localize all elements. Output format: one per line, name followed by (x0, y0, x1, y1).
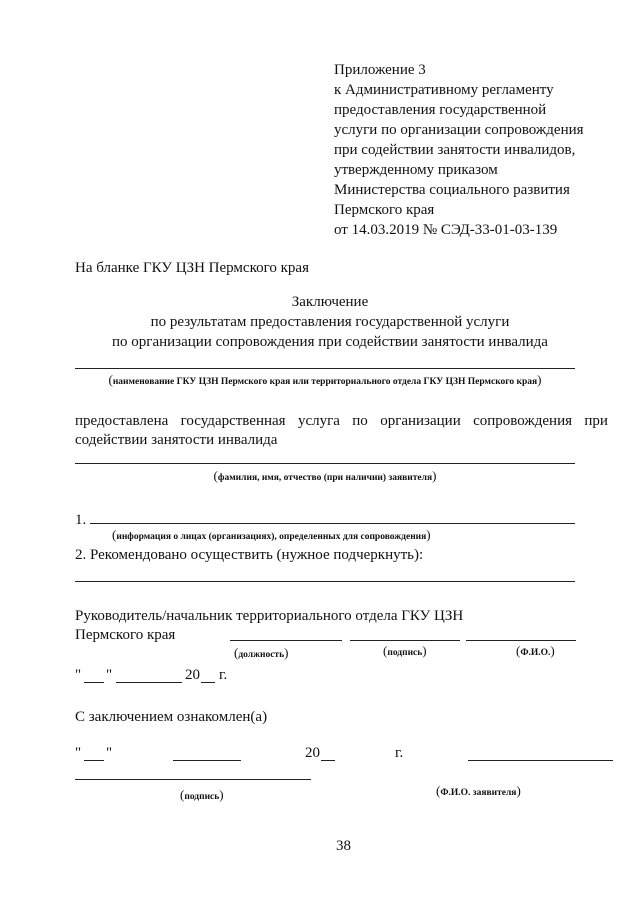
item-2-line (75, 581, 575, 582)
date-2-close-quote: " (106, 745, 113, 761)
date-2-suffix: г. (395, 745, 404, 761)
date-1-month-line (116, 682, 182, 683)
head-title-line-1: Руководитель/начальник территориального отдела ГКУ ЦЗН (75, 608, 464, 624)
provided-word: по (352, 413, 368, 429)
provided-word: услуга (297, 413, 340, 429)
date-1-day-line (84, 682, 104, 683)
provided-line-1 (75, 411, 608, 431)
appendix-line: при содействии занятости инвалидов, (334, 142, 576, 158)
appendix-line: услуги по организации сопровождения (334, 122, 584, 138)
provided-line-2: содействии занятости инвалида (75, 432, 278, 448)
position-caption: (должность) (234, 645, 289, 660)
signature-line (350, 640, 460, 641)
appendix-line: от 14.03.2019 № СЭД-33-01-03-139 (334, 222, 558, 238)
provided-word: предоставлена (75, 413, 169, 429)
fio-applicant-caption: (Ф.И.О. заявителя) (436, 783, 521, 798)
date-1-year-line (201, 682, 215, 683)
provided-word: сопровождения (473, 413, 572, 429)
applicant-fio-line (468, 760, 613, 761)
provided-word: при (584, 413, 608, 429)
title-line: по организации сопровождения при содействии занятости инвалида (112, 334, 548, 350)
appendix-line: утвержденному приказом (334, 162, 498, 178)
date-2-year: 20 (305, 745, 320, 761)
item-1-line (90, 523, 575, 524)
fio-caption: (Ф.И.О.) (516, 643, 555, 658)
page-number: 38 (336, 838, 351, 854)
item-1-number: 1. (75, 512, 87, 528)
title-line: Заключение (291, 294, 369, 310)
appendix-line: Министерства социального развития (334, 182, 570, 198)
fio-line (466, 640, 576, 641)
applicant-caption: (фамилия, имя, отчество (при наличии) заявителя) (213, 468, 437, 483)
appendix-line: Пермского края (334, 202, 435, 218)
date-2-day-line (84, 760, 104, 761)
title-line: по результатам предоставления государственной услуги (150, 314, 510, 330)
appendix-line: предоставления государственной (334, 102, 547, 118)
date-2-open-quote: " (75, 745, 82, 761)
item-2-text: 2. Рекомендовано осуществить (нужное подчеркнуть): (75, 547, 424, 563)
signature2-caption: (подпись) (180, 787, 224, 802)
letterhead-note: На бланке ГКУ ЦЗН Пермского края (75, 260, 309, 276)
org-caption: (наименование ГКУ ЦЗН Пермского края или территориального отдела ГКУ ЦЗН Пермского края) (108, 372, 542, 387)
signature-caption: (подпись) (383, 643, 427, 658)
acquainted-text: С заключением ознакомлен(а) (75, 709, 268, 725)
date-1-year: 20 (185, 667, 200, 683)
date-1-suffix: г. (219, 667, 228, 683)
applicant-name-line (75, 463, 575, 464)
date-1-open-quote: " (75, 667, 82, 683)
provided-word: организации (380, 413, 461, 429)
date-2-year-line (321, 760, 335, 761)
document-title (60, 292, 600, 352)
date-1-close-quote: " (106, 667, 113, 683)
position-line (230, 640, 342, 641)
date-2-month-line (173, 760, 241, 761)
applicant-signature-line (75, 779, 311, 780)
head-title-line-2: Пермского края (75, 627, 176, 643)
org-name-line (75, 368, 575, 369)
appendix-line: Приложение 3 (334, 62, 426, 78)
escort-caption: (информация о лицах (организациях), определенных для сопровождения) (112, 527, 431, 542)
appendix-block (334, 60, 584, 240)
provided-word: государственная (180, 413, 286, 429)
appendix-line: к Административному регламенту (334, 82, 554, 98)
